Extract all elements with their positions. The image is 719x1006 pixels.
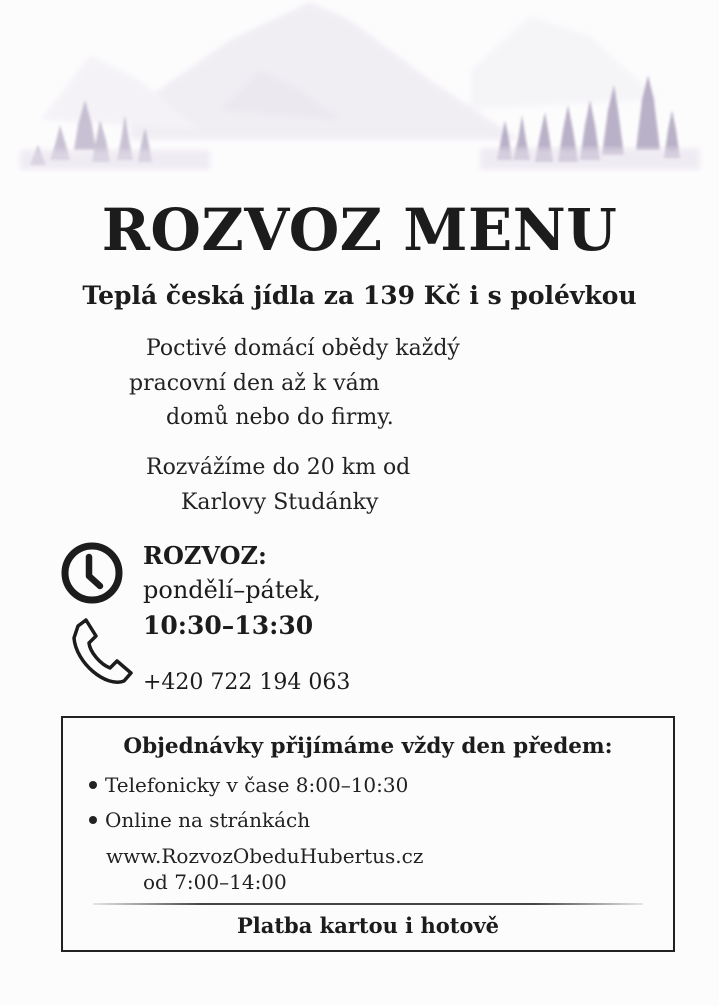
description-line-2: pracovní den až k vám (129, 371, 380, 396)
delivery-label: ROZVOZ: (143, 541, 267, 570)
description-line-1: Poctivé domácí obědy každý (146, 336, 460, 361)
mountain-forest-illustration (0, 0, 719, 200)
description-line-3: domů nebo do firmy. (166, 405, 394, 430)
bullet-icon (89, 816, 97, 824)
page-title: ROZVOZ MENU (101, 196, 618, 264)
price-subtitle: Teplá česká jídla za 139 Kč i s polévkou (82, 281, 637, 310)
order-method-phone: Telefonicky v čase 8:00–10:30 (89, 773, 408, 797)
phone-number[interactable]: +420 722 194 063 (143, 670, 351, 695)
delivery-time: 10:30–13:30 (143, 611, 314, 640)
delivery-area-line-1: Rozvážíme do 20 km od (146, 455, 411, 480)
website-link[interactable]: www.RozvozObeduHubertus.cz (106, 844, 424, 868)
clock-icon (59, 540, 125, 606)
bullet-icon (89, 781, 97, 789)
delivery-area-line-2: Karlovy Studánky (181, 490, 379, 515)
order-method-online: Online na stránkách (89, 808, 310, 832)
payment-info: Platba kartou i hotově (236, 913, 500, 938)
divider (93, 903, 643, 905)
website-hours: od 7:00–14:00 (143, 870, 287, 894)
orders-info-box (61, 716, 675, 952)
phone-icon (68, 618, 134, 688)
delivery-days: pondělí–pátek, (143, 576, 321, 604)
orders-heading: Objednávky přijímáme vždy den předem: (123, 734, 613, 759)
